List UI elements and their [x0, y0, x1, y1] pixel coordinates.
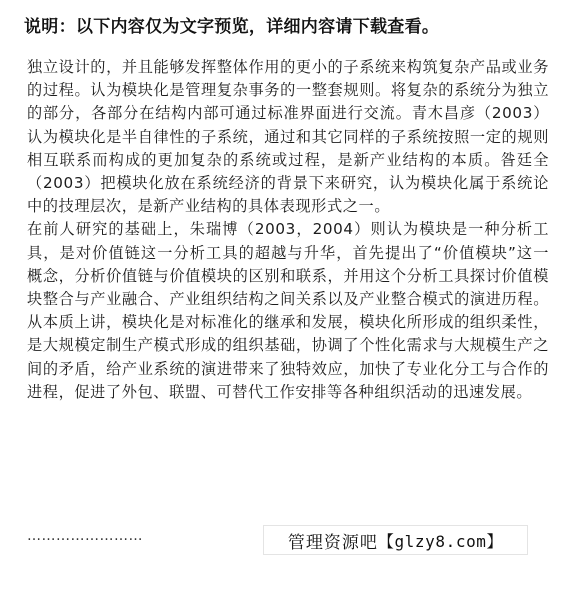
watermark-banner: [263, 525, 528, 555]
document-body: [27, 56, 549, 404]
watermark-url: 【glzy8.com】: [377, 531, 504, 551]
truncation-ellipsis: ……………………: [27, 528, 143, 544]
preview-notice: 说明：以下内容仅为文字预览，详细内容请下载查看。: [24, 17, 440, 37]
watermark-label: 管理资源吧: [287, 532, 378, 553]
paragraph-2: 在前人研究的基础上，朱瑞博（2003，2004）则认为模块是一种分析工具，是对价值链这一分析工具的超越与升华，首先提出了“价值模块”这一概念，分析价值链与价值模块的区别和联系，并用这个分析工具探讨价值模块整合与产业融合、产业组织结构之间关系以及产业整合模式的演进历程。从本质上讲，模块化是对标准化的继承和发展，模块化所形成的组织柔性，是大规模定制生产模式形成的组织基础，协调了个性化需求与大规模生产之间的矛盾，给产业系统的演进带来了独特效应，加快了专业化分工与合作的进程，促进了外包、联盟、可替代工作安排等各种组织活动的迅速发展。: [27, 220, 549, 401]
paragraph-1: 独立设计的，并且能够发挥整体作用的更小的子系统来构筑复杂产品或业务的过程。认为模块化是管理复杂事务的一整套规则。将复杂的系统分为独立的部分，各部分在结构内部可通过标准界面进行交流。青木昌彦（2003）认为模块化是半自律性的子系统，通过和其它同样的子系统按照一定的规则相互联系而构成的更加复杂的系统或过程，是新产业结构的本质。昝廷全（2003）把模块化放在系统经济的背景下来研究，认为模块化属于系统论中的技理层次，是新产业结构的具体表现形式之一。: [27, 58, 549, 216]
